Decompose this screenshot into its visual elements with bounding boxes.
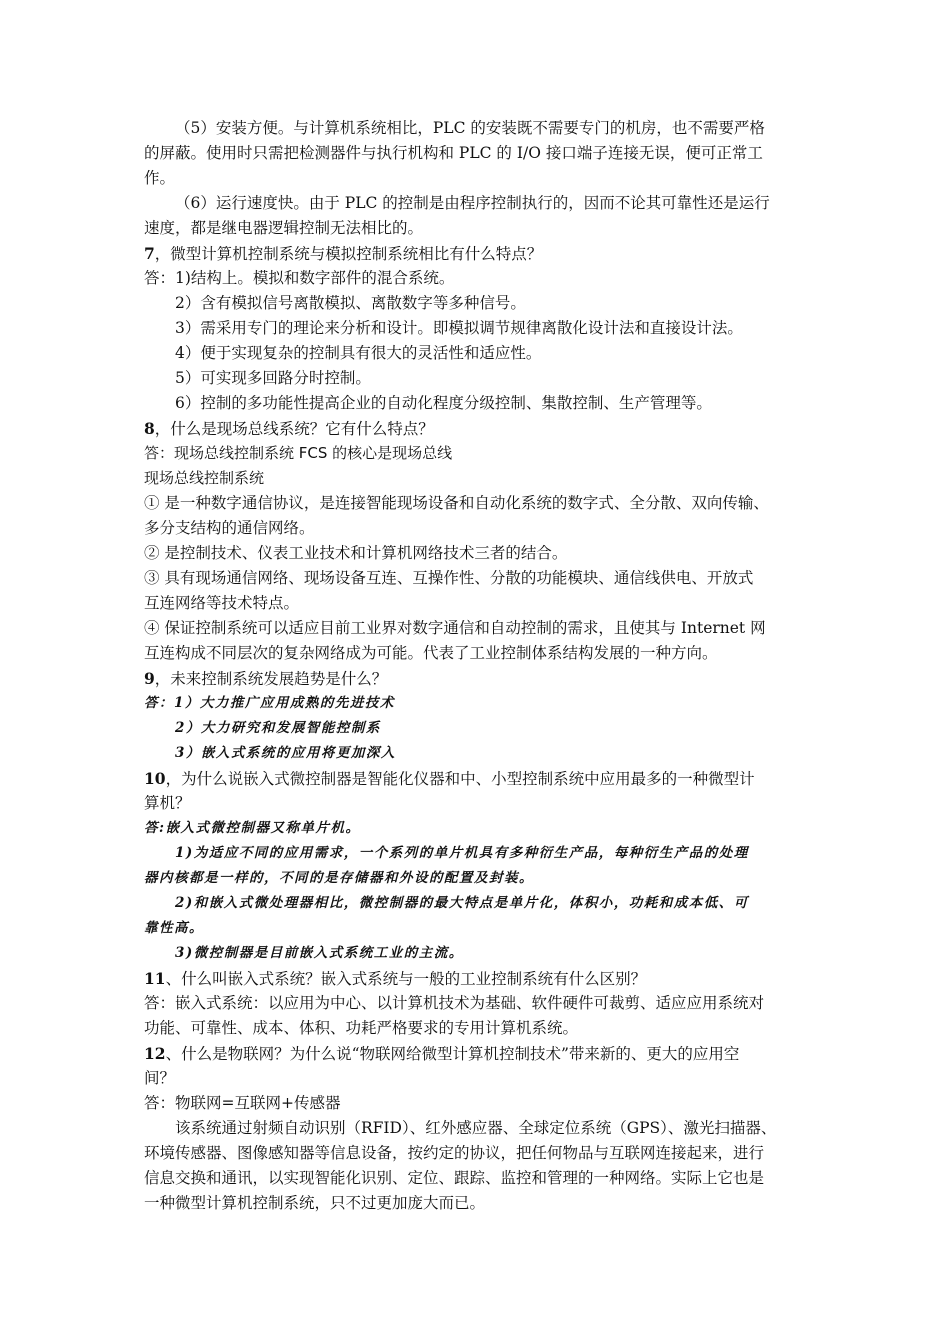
answer-7-item: 5）可实现多回路分时控制。 [175, 369, 371, 387]
answer-8-item-3: ③ 具有现场通信网络、现场设备互连、互操作性、分散的功能模块、通信线供电、开放式 [144, 569, 754, 587]
answer-12-first: 答：物联网=互联网+传感器 [144, 1094, 341, 1112]
question-11 [144, 966, 808, 991]
answer-12-paragraph: 该系统通过射频自动识别（RFID）、红外感应器、全球定位系统（GPS）、激光扫描器、 [175, 1119, 777, 1137]
question-10 [144, 766, 808, 791]
paragraph-speed-cont: 速度，都是继电器逻辑控制无法相比的。 [144, 219, 424, 237]
question-8 [144, 416, 808, 441]
answer-10-item-2-cont: 靠性高。 [144, 920, 204, 936]
question-text: 、什么是物联网？为什么说“物联网给微型计算机控制技术”带来新的、更大的应用空 [165, 1045, 740, 1063]
answer-7-first: 答：1)结构上。模拟和数字部件的混合系统。 [144, 269, 455, 287]
question-12 [144, 1041, 808, 1066]
answer-8-item-1: ① 是一种数字通信协议，是连接智能现场设备和自动化系统的数字式、全分散、双向传输、 [144, 494, 769, 512]
answer-7-item: 2）含有模拟信号离散模拟、离散数字等多种信号。 [175, 294, 526, 312]
answer-12-paragraph-cont: 信息交换和通讯，以实现智能化识别、定位、跟踪、监控和管理的一种网络。实际上它也是 [144, 1169, 765, 1187]
question-7 [144, 241, 808, 266]
question-text: ，微型计算机控制系统与模拟控制系统相比有什么特点？ [154, 245, 543, 263]
question-9 [144, 666, 808, 691]
answer-11-cont: 功能、可靠性、成本、体积、功耗严格要求的专用计算机系统。 [144, 1019, 579, 1037]
answer-10-item-1: 1)为适应不同的应用需求，一个系列的单片机具有多种衍生产品，每种衍生产品的处理 [175, 845, 749, 861]
answer-12-paragraph-cont: 环境传感器、图像感知器等信息设备，按约定的协议，把任何物品与互联网连接起来，进行 [144, 1144, 765, 1162]
answer-8-first: 答：现场总线控制系统 FCS 的核心是现场总线 [144, 444, 453, 462]
question-number: 12 [144, 1044, 166, 1063]
question-number: 11 [144, 969, 166, 988]
question-number: 10 [144, 769, 166, 788]
question-number: 9 [144, 669, 155, 688]
answer-8-item-2: ② 是控制技术、仪表工业技术和计算机网络技术三者的结合。 [144, 544, 568, 562]
document-body [144, 116, 808, 1216]
paragraph-speed: （6）运行速度快。由于 PLC 的控制是由程序控制执行的，因而不论其可靠性还是运行 [175, 194, 770, 212]
question-number: 7 [144, 244, 155, 263]
answer-8-item-1-cont: 多分支结构的通信网络。 [144, 519, 315, 537]
question-number: 8 [144, 419, 155, 438]
paragraph-install-cont: 的屏蔽。使用时只需把检测器件与执行机构和 PLC 的 I/O 接口端子连接无误，便可正常工 [144, 144, 763, 162]
answer-10-item-3: 3)微控制器是目前嵌入式系统工业的主流。 [175, 945, 464, 961]
answer-9-item: 2）大力研究和发展智能控制系 [175, 720, 381, 736]
answer-10-item-1-cont: 器内核都是一样的，不同的是存储器和外设的配置及封装。 [144, 870, 534, 886]
answer-8-item-4: ④ 保证控制系统可以适应目前工业界对数字通信和自动控制的需求，且使其与 Internet 网 [144, 619, 766, 637]
question-text: ，未来控制系统发展趋势是什么？ [154, 670, 388, 688]
answer-10-first: 答:嵌入式微控制器又称单片机。 [144, 820, 361, 836]
answer-8-item-4-cont: 互连构成不同层次的复杂网络成为可能。代表了工业控制体系结构发展的一种方向。 [144, 644, 718, 662]
paragraph-install-end: 作。 [144, 169, 176, 187]
question-text: ，什么是现场总线系统？它有什么特点？ [154, 420, 434, 438]
question-12-cont: 间？ [144, 1069, 176, 1087]
answer-7-item: 6）控制的多功能性提高企业的自动化程度分级控制、集散控制、生产管理等。 [175, 394, 712, 412]
answer-10-item-2: 2)和嵌入式微处理器相比，微控制器的最大特点是单片化，体积小，功耗和成本低、可 [175, 895, 749, 911]
answer-8-item-3-cont: 互连网络等技术特点。 [144, 594, 300, 612]
answer-9-item: 3）嵌入式系统的应用将更加深入 [175, 745, 396, 761]
answer-9-first: 答：1）大力推广应用成熟的先进技术 [144, 695, 395, 711]
question-10-cont: 算机？ [144, 794, 191, 812]
answer-12-paragraph-end: 一种微型计算机控制系统，只不过更加庞大而已。 [144, 1194, 486, 1212]
paragraph-install: （5）安装方便。与计算机系统相比，PLC 的安装既不需要专门的机房，也不需要严格 [175, 119, 765, 137]
answer-8-subhead: 现场总线控制系统 [144, 469, 265, 487]
question-text: ，为什么说嵌入式微控制器是智能化仪器和中、小型控制系统中应用最多的一种微型计 [165, 770, 755, 788]
question-text: 、什么叫嵌入式系统？嵌入式系统与一般的工业控制系统有什么区别？ [165, 970, 647, 988]
answer-11: 答：嵌入式系统：以应用为中心、以计算机技术为基础、软件硬件可裁剪、适应应用系统对 [144, 994, 765, 1012]
answer-7-item: 4）便于实现复杂的控制具有很大的灵活性和适应性。 [175, 344, 542, 362]
answer-7-item: 3）需采用专门的理论来分析和设计。即模拟调节规律离散化设计法和直接设计法。 [175, 319, 743, 337]
